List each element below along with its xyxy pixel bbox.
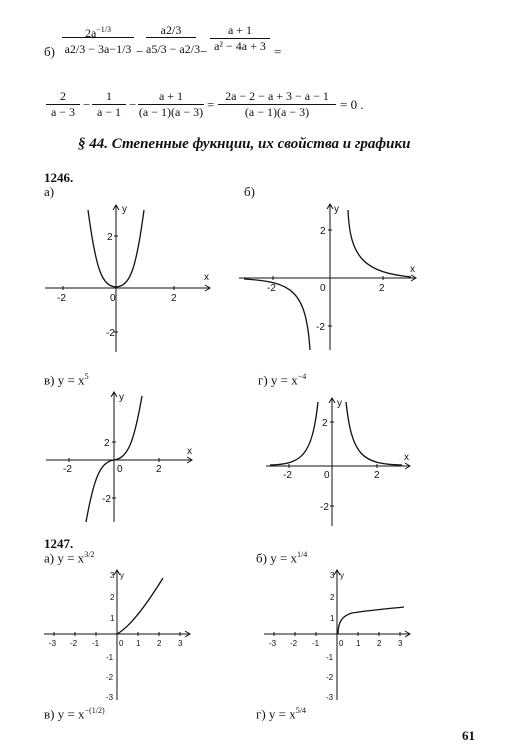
fraction-3-numerator: a + 1: [227, 23, 253, 37]
l2-fraction-1-numerator: 2: [60, 89, 66, 103]
origin-label: 0: [339, 639, 344, 648]
tick-label: -2: [320, 502, 329, 513]
tick-label: -2: [57, 293, 66, 304]
tick-label: 3: [110, 571, 115, 580]
fraction-1: [62, 10, 134, 56]
graph-1246-b: [236, 200, 426, 360]
l2-fraction-4: [218, 90, 336, 119]
l2-fraction-4-numerator: 2a − 2 − a + 3 − a − 1: [225, 89, 329, 103]
result: = 0 .: [340, 97, 364, 112]
tick-label: 2: [107, 232, 113, 243]
l2-fraction-2-denominator: a − 1: [96, 105, 122, 119]
tick-label: -3: [49, 639, 57, 648]
graph-1246-v: [40, 388, 200, 528]
label-1246-b: б): [244, 184, 255, 199]
origin-label: 0: [117, 464, 123, 475]
tick-label: -2: [63, 464, 72, 475]
section-title: § 44. Степенные фукнции, их свойства и графики: [78, 136, 411, 152]
minus-sign: −: [200, 44, 208, 59]
tick-label: 2: [171, 293, 177, 304]
axis-x-label: x: [404, 452, 409, 463]
l2-fraction-3-numerator: a + 1: [158, 89, 184, 103]
l2-fraction-2-numerator: 1: [106, 89, 112, 103]
tick-label: -2: [290, 639, 298, 648]
fraction-3: [210, 24, 270, 53]
origin-label: 0: [110, 293, 116, 304]
tick-label: -2: [283, 470, 292, 481]
label-1246-g: г) $y = x^{-4}$: [258, 372, 307, 388]
tick-label: -2: [102, 494, 111, 505]
graph-1246-g: [262, 394, 422, 534]
equals-sign: =: [207, 97, 215, 112]
l2-fraction-1: [46, 90, 80, 119]
fraction-3-denominator: a² − 4a + 3: [214, 39, 266, 53]
tick-label: -2: [70, 639, 78, 648]
tick-label: -2: [326, 673, 334, 682]
fraction-2-denominator: a5/3 − a2/3: [146, 42, 201, 56]
label-1247-v: в) $y = x^{-(1/2)}$: [44, 706, 105, 722]
fraction-2: [146, 10, 201, 56]
graph-1246-a: [40, 200, 220, 360]
origin-label: 0: [324, 470, 330, 481]
tick-label: 2: [320, 226, 326, 237]
l2-fraction-4-denominator: (a − 1)(a − 3): [244, 105, 310, 119]
part-b-label: б): [44, 44, 55, 59]
graph-1247-a: [42, 566, 202, 706]
tick-label: -3: [106, 693, 114, 702]
origin-label: 0: [119, 639, 124, 648]
axis-x-label: x: [187, 446, 192, 457]
axis-y-label: y: [122, 204, 127, 215]
tick-label: 2: [157, 639, 162, 648]
l2-fraction-1-denominator: a − 3: [50, 105, 76, 119]
label-1247-b: б) $y = x^{1/4}$: [256, 550, 308, 566]
tick-label: 2: [110, 593, 115, 602]
fraction-1-numerator: $2a^{-1/3}$: [84, 25, 112, 40]
tick-label: 2: [374, 470, 380, 481]
axis-y-label: y: [119, 392, 124, 403]
tick-label: -2: [267, 283, 276, 294]
tick-label: -1: [92, 639, 100, 648]
graph-1247-b: [262, 566, 422, 706]
tick-label: 3: [398, 639, 403, 648]
tick-label: 1: [110, 614, 115, 623]
tick-label: -2: [316, 322, 325, 333]
tick-label: 2: [322, 418, 328, 429]
tick-label: 2: [377, 639, 382, 648]
axis-x-label: x: [410, 264, 415, 275]
l2-fraction-3: [138, 90, 204, 119]
fraction-1-denominator: a2/3 − 3a−1/3: [64, 42, 132, 56]
label-1247-g: г) $y = x^{5/4}$: [256, 706, 306, 722]
l2-fraction-3-denominator: (a − 1)(a − 3): [138, 105, 204, 119]
minus-sign: −: [129, 97, 137, 112]
tick-label: -2: [106, 328, 115, 339]
axis-y-label: y: [337, 398, 342, 409]
tick-label: -2: [106, 673, 114, 682]
l2-fraction-2: [92, 90, 126, 119]
problem-number-1247: 1247.: [44, 536, 74, 551]
origin-label: 0: [320, 283, 326, 294]
tick-label: 1: [356, 639, 361, 648]
fraction-2-numerator: a2/3: [160, 23, 182, 37]
tick-label: 3: [178, 639, 183, 648]
axis-y-label: y: [334, 204, 339, 215]
label-1246-v: в) $y = x^5$: [44, 372, 89, 388]
tick-label: 3: [330, 571, 335, 580]
tick-label: -3: [326, 693, 334, 702]
axis-x-label: x: [204, 272, 209, 283]
tick-label: -3: [269, 639, 277, 648]
tick-label: -1: [106, 653, 114, 662]
minus-sign: −: [136, 44, 144, 59]
tick-label: 1: [136, 639, 141, 648]
page-number: 61: [462, 728, 475, 743]
tick-label: 2: [330, 593, 335, 602]
tick-label: -1: [312, 639, 320, 648]
tick-label: 1: [330, 614, 335, 623]
label-1246-a: а): [44, 184, 55, 199]
label-1247-a: а) $y = x^{3/2}$: [44, 550, 95, 566]
tick-label: 2: [156, 464, 162, 475]
minus-sign: −: [83, 97, 91, 112]
tick-label: -1: [326, 653, 334, 662]
equals-sign: =: [274, 44, 282, 59]
problem-number-1246: 1246.: [44, 170, 74, 185]
tick-label: 2: [379, 283, 385, 294]
tick-label: 2: [104, 438, 110, 449]
axis-y-label: y: [120, 571, 124, 580]
axis-y-label: y: [340, 571, 344, 580]
